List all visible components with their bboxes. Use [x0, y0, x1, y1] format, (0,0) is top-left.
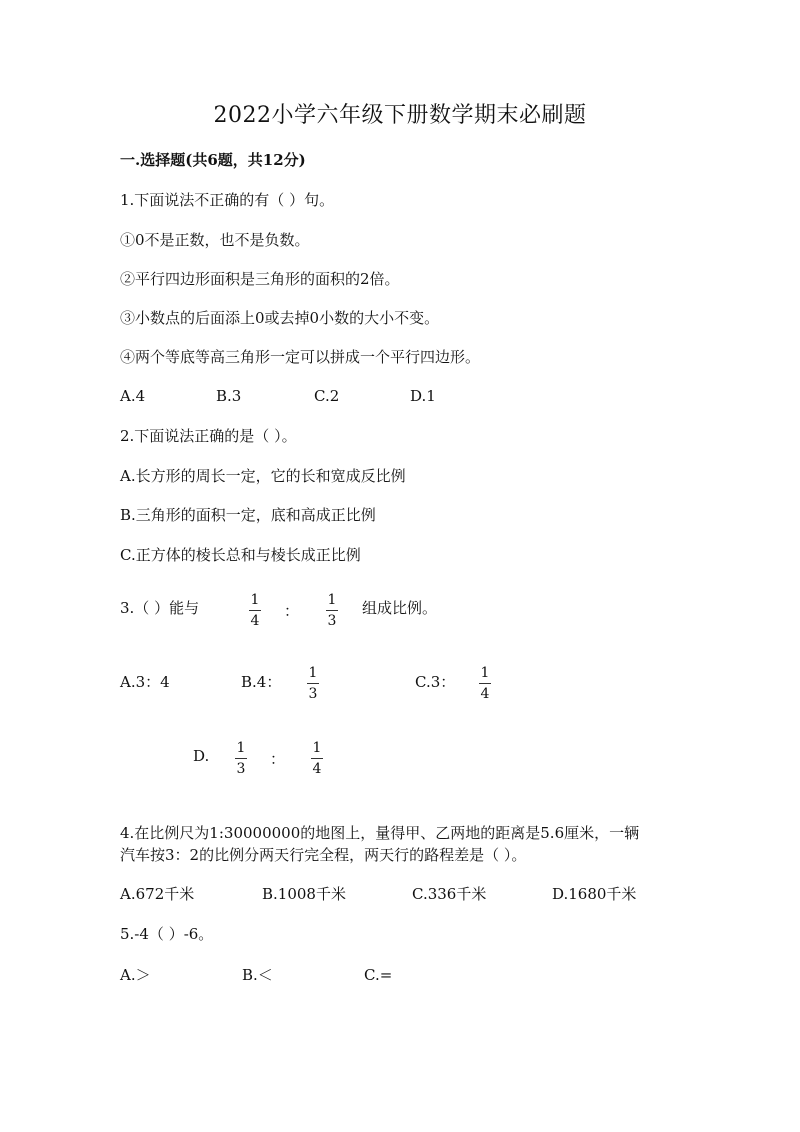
section-heading: 一.选择题(共6题，共12分): [120, 151, 306, 169]
page-title: 2022小学六年级下册数学期末必刷题: [213, 103, 587, 128]
q2-option-a: A.长方形的周长一定，它的长和宽成反比例: [120, 467, 406, 485]
fraction-numerator: 1: [312, 740, 322, 756]
fraction-denominator: 3: [327, 613, 337, 629]
q3-option-d-fraction-1: [232, 740, 250, 777]
q3-option-a: A.3：4: [120, 673, 170, 691]
q1-option-b: B.3: [216, 387, 242, 405]
q3-option-d-fraction-2: [308, 740, 326, 777]
fraction-numerator: 1: [250, 592, 260, 608]
q3-option-c-fraction: [476, 665, 494, 702]
q4-option-b: B.1008千米: [262, 885, 346, 903]
q2-option-b: B.三角形的面积一定，底和高成正比例: [120, 506, 376, 524]
q5-option-c: C.=: [364, 966, 393, 984]
q3-fraction-one-third: [323, 592, 341, 629]
q4-option-d: D.1680千米: [552, 885, 637, 903]
fraction-denominator: 4: [480, 686, 490, 702]
q1-option-a: A.4: [120, 387, 146, 405]
q2-stem: 2.下面说法正确的是（ ）。: [120, 427, 297, 445]
q1-stem: 1.下面说法不正确的有（ ）句。: [120, 191, 335, 209]
q2-option-c: C.正方体的棱长总和与棱长成正比例: [120, 546, 361, 564]
fraction-denominator: 3: [308, 686, 318, 702]
q3-colon: ：: [284, 602, 300, 620]
q1-option-c: C.2: [314, 387, 340, 405]
q1-option-d: D.1: [410, 387, 436, 405]
fraction-denominator: 3: [236, 761, 246, 777]
q3-stem-prefix: 3.（ ）能与: [120, 599, 200, 617]
q3-option-b-fraction: [304, 665, 322, 702]
q4-stem-line-1: 4.在比例尺为1:30000000的地图上，量得甲、乙两地的距离是5.6厘米，一辆: [120, 824, 640, 842]
q4-option-c: C.336千米: [412, 885, 487, 903]
q1-statement-4: ④两个等底等高三角形一定可以拼成一个平行四边形。: [120, 348, 481, 366]
q3-option-c-label: C.3：: [415, 673, 456, 691]
q5-option-a: A.＞: [120, 966, 151, 984]
q5-stem: 5.-4（ ）-6。: [120, 925, 214, 943]
fraction-numerator: 1: [308, 665, 318, 681]
fraction-denominator: 4: [312, 761, 322, 777]
fraction-numerator: 1: [236, 740, 246, 756]
q3-fraction-one-quarter: [246, 592, 264, 629]
q3-option-b-label: B.4：: [241, 673, 282, 691]
q4-option-a: A.672千米: [120, 885, 195, 903]
q3-option-d-colon: ：: [270, 750, 286, 768]
fraction-numerator: 1: [480, 665, 490, 681]
fraction-numerator: 1: [327, 592, 337, 608]
q5-option-b: B.＜: [242, 966, 273, 984]
q4-stem-line-2: 汽车按3：2的比例分两天行完全程，两天行的路程差是（ ）。: [120, 846, 527, 864]
q1-statement-3: ③小数点的后面添上0或去掉0小数的大小不变。: [120, 309, 440, 327]
q3-stem-suffix: 组成比例。: [362, 599, 438, 617]
q1-statement-2: ②平行四边形面积是三角形的面积的2倍。: [120, 270, 400, 288]
q3-option-d-label: D.: [193, 747, 210, 765]
fraction-denominator: 4: [250, 613, 260, 629]
q1-statement-1: ①0不是正数，也不是负数。: [120, 231, 310, 249]
